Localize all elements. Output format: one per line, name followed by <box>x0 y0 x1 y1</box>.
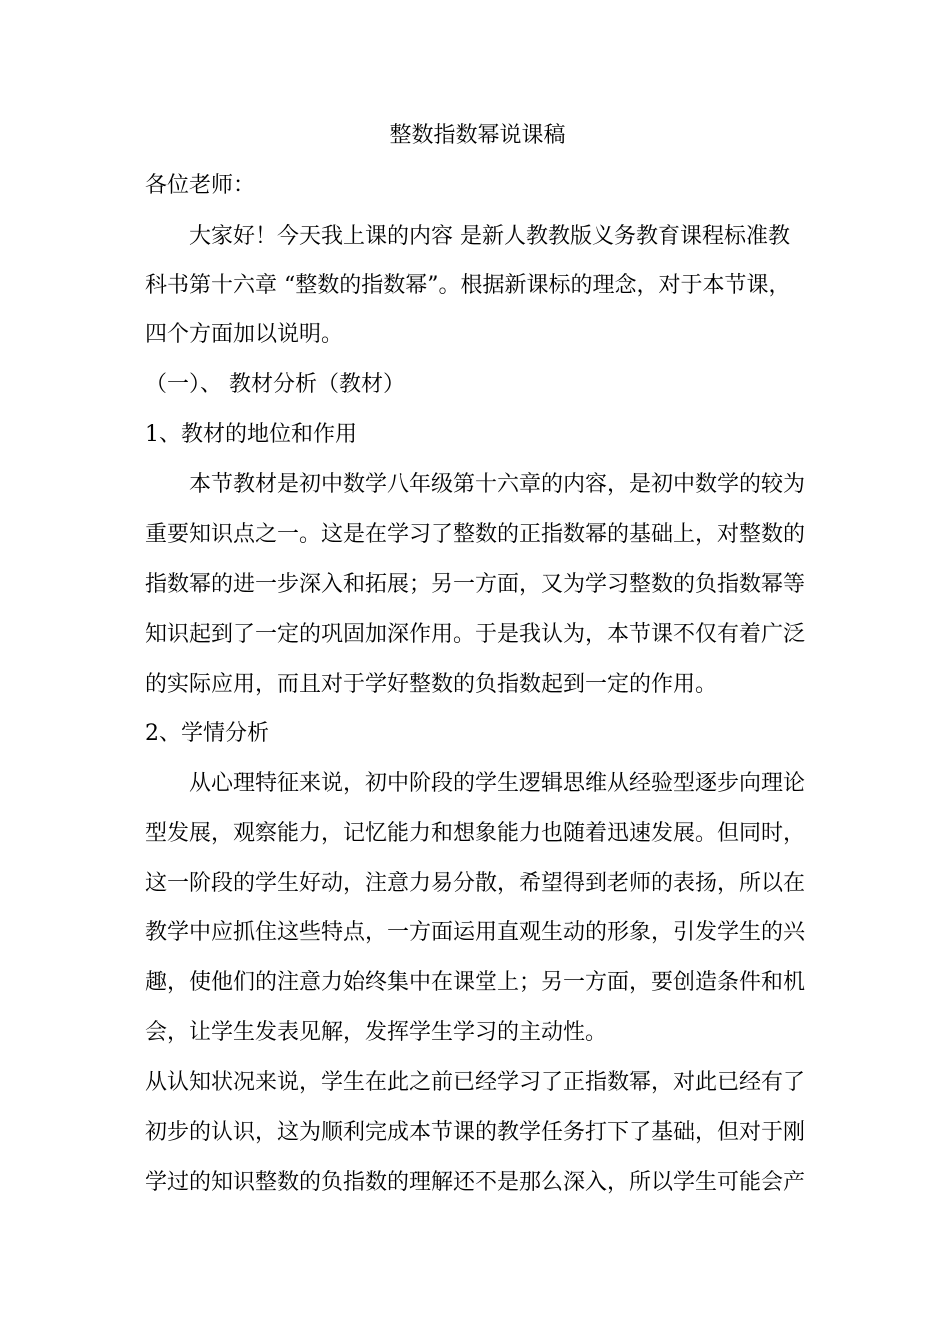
paragraph-line: 的实际应用，而且对于学好整数的负指数起到一定的作用。 <box>145 672 718 697</box>
paragraph-line: 教学中应抓住这些特点，一方面运用直观生动的形象，引发学生的兴 <box>145 920 806 945</box>
subsection-heading: 1、教材的地位和作用 <box>145 422 357 447</box>
paragraph-line: 本节教材是初中数学八年级第十六章的内容，是初中数学的较为 <box>189 472 806 497</box>
subsection-heading: 2、学情分析 <box>145 721 269 746</box>
section-heading: （一）、 教材分析（教材） <box>145 372 405 397</box>
paragraph-line: 重要知识点之一。这是在学习了整数的正指数幂的基础上，对整数的 <box>145 522 806 547</box>
paragraph-line: 学过的知识整数的负指数的理解还不是那么深入，所以学生可能会产 <box>145 1170 806 1195</box>
paragraph-line: 趣，使他们的注意力始终集中在课堂上；另一方面，要创造条件和机 <box>145 970 806 995</box>
paragraph-line: 初步的认识，这为顺利完成本节课的教学任务打下了基础，但对于刚 <box>145 1120 806 1145</box>
paragraph-line: 会，让学生发表见解，发挥学生学习的主动性。 <box>145 1020 608 1045</box>
salutation-line: 各位老师： <box>145 173 256 198</box>
paragraph-line: 型发展，观察能力，记忆能力和想象能力也随着迅速发展。但同时， <box>145 821 806 846</box>
paragraph-line: 这一阶段的学生好动，注意力易分散，希望得到老师的表扬，所以在 <box>145 871 806 896</box>
paragraph-line: 从认知状况来说，学生在此之前已经学习了正指数幂，对此已经有了 <box>145 1070 806 1095</box>
paragraph-line: 指数幂的进一步深入和拓展；另一方面，又为学习整数的负指数幂等 <box>145 572 806 597</box>
paragraph-line: 科书第十六章 “整数的指数幂”。根据新课标的理念，对于本节课， <box>145 273 791 298</box>
paragraph-line: 大家好！今天我上课的内容 是新人教教版义务教育课程标准教 <box>189 224 790 249</box>
paragraph-line: 四个方面加以说明。 <box>145 322 344 347</box>
paragraph-line: 知识起到了一定的巩固加深作用。于是我认为，本节课不仅有着广泛 <box>145 622 806 647</box>
paragraph-line: 从心理特征来说，初中阶段的学生逻辑思维从经验型逐步向理论 <box>189 771 806 796</box>
document-title: 整数指数幂说课稿 <box>389 123 566 148</box>
